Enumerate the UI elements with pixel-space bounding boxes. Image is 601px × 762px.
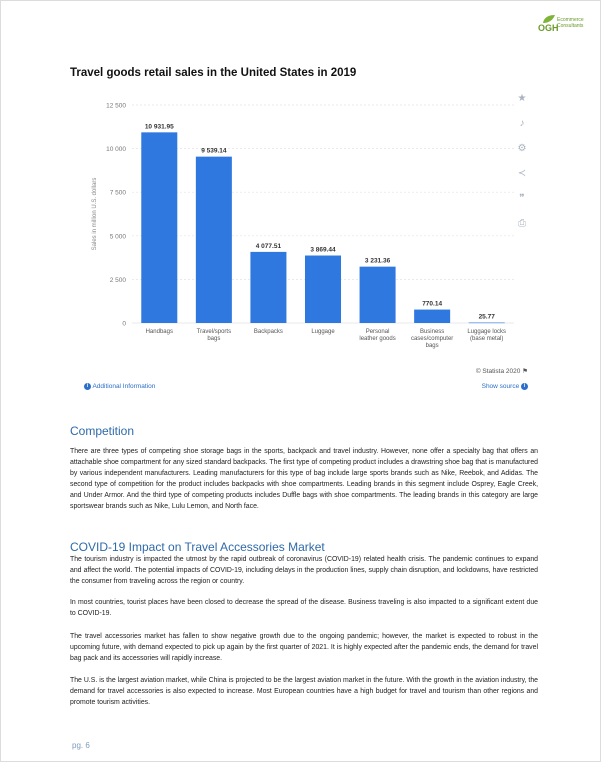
x-tick-label: Personal <box>365 329 390 335</box>
covid-paragraph-3: The travel accessories market has fallen to show negative growth due to the ongoing pandemic; however, the market is expected to robust in the upcoming future, with demand expected to pick up again by the first quarter of 2021. It is highly expected after the pandemic ends, the demand for travel bag pack and its accessories will rapidly increase. <box>70 633 538 662</box>
logo-line2: Consultants <box>557 23 584 29</box>
competition-paragraph: There are three types of competing shoe storage bags in the sports, backpack and travel industry. However, none offer a specialty bag that offers an attachable shoe compartment for any sized standard backpacks. The first type of competing product includes a drawstring shoe bag that is manufactured by various independent manufacturers. Leading manufacturers for this type of bag include large sports brands such as Nike, Reebok, and Adidas. The second type of competition for the product includes backpacks with shoe compartments. Leading brands in this segment include Osprey, Eagle Creek, and Under Armor. And the third type of competing products includes Duffle bags with shoe compartments. The leading brands in this category are large sportswear brands such as Nike, Lulu Lemon, and North face. <box>70 448 538 510</box>
copyright-text: © Statista 2020 <box>475 368 521 375</box>
data-label: 25.77 <box>478 313 495 321</box>
x-tick-label: Luggage <box>311 329 335 335</box>
covid-paragraph-4: The U.S. is the largest aviation market, while China is projected to be the largest aviation market in the future. With the growth in the aviation industry, the demand for travel accessories is also expected to increase. Most European countries have a high budget for travel and tourism than other regions and promote tourism activities. <box>70 677 538 706</box>
chart-container <box>84 87 538 400</box>
data-label: 3 869.44 <box>310 246 336 254</box>
x-tick-label: cases/computer <box>410 336 454 342</box>
page-number: pg. 6 <box>72 741 90 750</box>
y-axis-label: Sales in million U.S. dollars <box>92 177 98 251</box>
y-tick-label: 0 <box>122 320 126 328</box>
bar <box>305 256 341 323</box>
additional-info-label: Additional Information <box>92 383 156 391</box>
y-tick-label: 5 000 <box>109 233 126 241</box>
bar <box>360 267 396 323</box>
info-icon: i <box>521 383 528 390</box>
x-tick-label: Handbags <box>145 329 173 335</box>
bar <box>414 310 450 323</box>
bell-icon[interactable]: ♪ <box>519 118 525 129</box>
data-label: 3 231.36 <box>364 257 391 265</box>
data-label: 770.14 <box>422 300 443 308</box>
y-tick-label: 10 000 <box>106 146 126 154</box>
data-label: 10 931.95 <box>144 123 174 131</box>
x-tick-label: Luggage locks <box>467 329 507 335</box>
logo-line1: Ecommerce <box>557 17 584 23</box>
star-icon[interactable]: ★ <box>517 93 527 104</box>
logo-mark: OGH <box>538 23 559 33</box>
data-label: 4 077.51 <box>255 242 282 250</box>
share-icon[interactable]: ≺ <box>517 168 527 179</box>
x-tick-label: bags <box>207 336 221 342</box>
y-tick-label: 2 500 <box>109 276 126 284</box>
show-source-label: Show source <box>481 383 520 391</box>
y-tick-label: 12 500 <box>106 102 126 110</box>
x-tick-label: Backpacks <box>253 329 283 335</box>
bar <box>196 157 232 323</box>
bar-chart <box>84 87 538 367</box>
data-label: 9 539.14 <box>201 147 227 155</box>
covid-heading: COVID-19 Impact on Travel Accessories Market <box>70 540 325 554</box>
show-source-link[interactable] <box>482 383 528 390</box>
flag-icon: ⚑ <box>522 368 528 375</box>
info-icon: i <box>84 383 91 390</box>
additional-info-link[interactable] <box>84 383 155 390</box>
gear-icon[interactable]: ⚙ <box>517 143 527 154</box>
print-icon[interactable]: ⎙ <box>518 218 526 229</box>
y-tick-label: 7 500 <box>109 189 126 197</box>
bar <box>141 132 177 323</box>
x-tick-label: leather goods <box>359 336 396 342</box>
covid-paragraph-2: In most countries, tourist places have been closed to decrease the spread of the disease. Business traveling is also impacted to a significant extent due to COVID-19. <box>70 599 538 617</box>
x-tick-label: bags <box>425 343 439 349</box>
chart-side-toolbar <box>512 89 534 239</box>
bar <box>469 323 505 324</box>
bar <box>250 252 286 323</box>
x-tick-label: (base metal) <box>470 336 504 342</box>
x-tick-label: Business <box>419 329 445 335</box>
quote-icon[interactable]: ❞ <box>519 193 525 204</box>
chart-title: Travel goods retail sales in the United States in 2019 <box>70 67 357 79</box>
statista-copyright <box>476 367 528 375</box>
company-logo <box>538 14 594 40</box>
covid-paragraph-1: The tourism industry is impacted the utmost by the rapid outbreak of coronavirus (COVID-19) related health crisis. The pandemic continues to expand and affect the world. The potential impacts of COVID-19, including delays in the production lines, supply chain disruption, and lockdowns, have restricted the consumer from traveling across the region or country. <box>70 556 538 585</box>
x-tick-label: Travel/sports <box>196 329 232 335</box>
competition-heading: Competition <box>70 424 135 438</box>
